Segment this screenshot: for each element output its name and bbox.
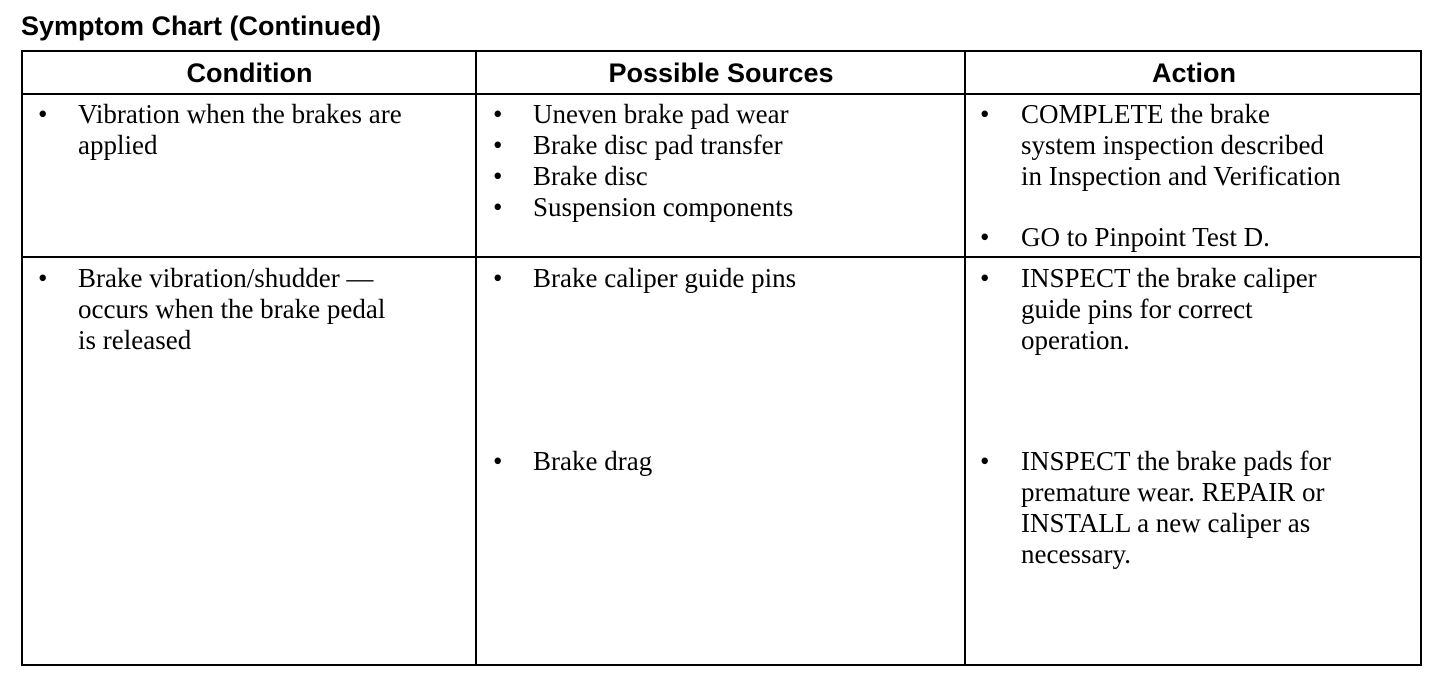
bullet: • xyxy=(493,130,503,160)
bullet: • xyxy=(493,446,503,476)
action-line: INSPECT the brake pads for xyxy=(1021,446,1331,476)
condition-cell xyxy=(78,263,385,356)
source-item: Brake disc pad transfer xyxy=(533,130,783,160)
source-item: Brake disc xyxy=(533,161,648,191)
action-line: guide pins for correct xyxy=(1021,294,1253,324)
bullet: • xyxy=(493,192,503,222)
column-divider xyxy=(475,52,477,664)
source-item: Suspension components xyxy=(533,192,794,222)
column-divider xyxy=(964,52,966,664)
action-item xyxy=(1021,446,1331,570)
action-line: GO to Pinpoint Test D. xyxy=(1021,222,1270,252)
bullet: • xyxy=(38,263,48,293)
condition-line: Brake vibration/shudder — xyxy=(78,263,374,293)
page-title: Symptom Chart (Continued) xyxy=(21,11,381,41)
header-possible-sources: Possible Sources xyxy=(608,57,834,88)
condition-line: is released xyxy=(78,325,192,355)
source-item: Brake drag xyxy=(533,446,653,476)
action-item xyxy=(1021,263,1317,356)
condition-cell xyxy=(78,99,402,161)
action-line: INSPECT the brake caliper xyxy=(1021,263,1317,293)
bullet: • xyxy=(980,222,990,252)
source-item: Brake caliper guide pins xyxy=(533,263,797,293)
action-line: premature wear. REPAIR or xyxy=(1021,477,1325,507)
bullet: • xyxy=(980,263,990,293)
bullet: • xyxy=(980,446,990,476)
action-line: COMPLETE the brake xyxy=(1021,99,1270,129)
bullet: • xyxy=(493,99,503,129)
condition-line: occurs when the brake pedal xyxy=(78,294,386,324)
row-divider xyxy=(23,256,1420,258)
action-line: in Inspection and Verification xyxy=(1021,161,1341,191)
bullet: • xyxy=(980,99,990,129)
header-condition: Condition xyxy=(186,57,313,88)
condition-line: Vibration when the brakes are xyxy=(78,99,402,129)
action-line: system inspection described xyxy=(1021,130,1324,160)
bullet: • xyxy=(493,161,503,191)
bullet: • xyxy=(493,263,503,293)
action-item xyxy=(1021,99,1341,192)
action-item xyxy=(1021,222,1270,253)
header-action: Action xyxy=(1152,57,1236,88)
action-line: operation. xyxy=(1021,325,1130,355)
bullet: • xyxy=(38,99,48,129)
condition-line: applied xyxy=(78,130,158,160)
symptom-chart-table xyxy=(21,50,1422,666)
source-item: Uneven brake pad wear xyxy=(533,99,789,129)
action-line: necessary. xyxy=(1021,539,1131,569)
action-line: INSTALL a new caliper as xyxy=(1021,508,1311,538)
